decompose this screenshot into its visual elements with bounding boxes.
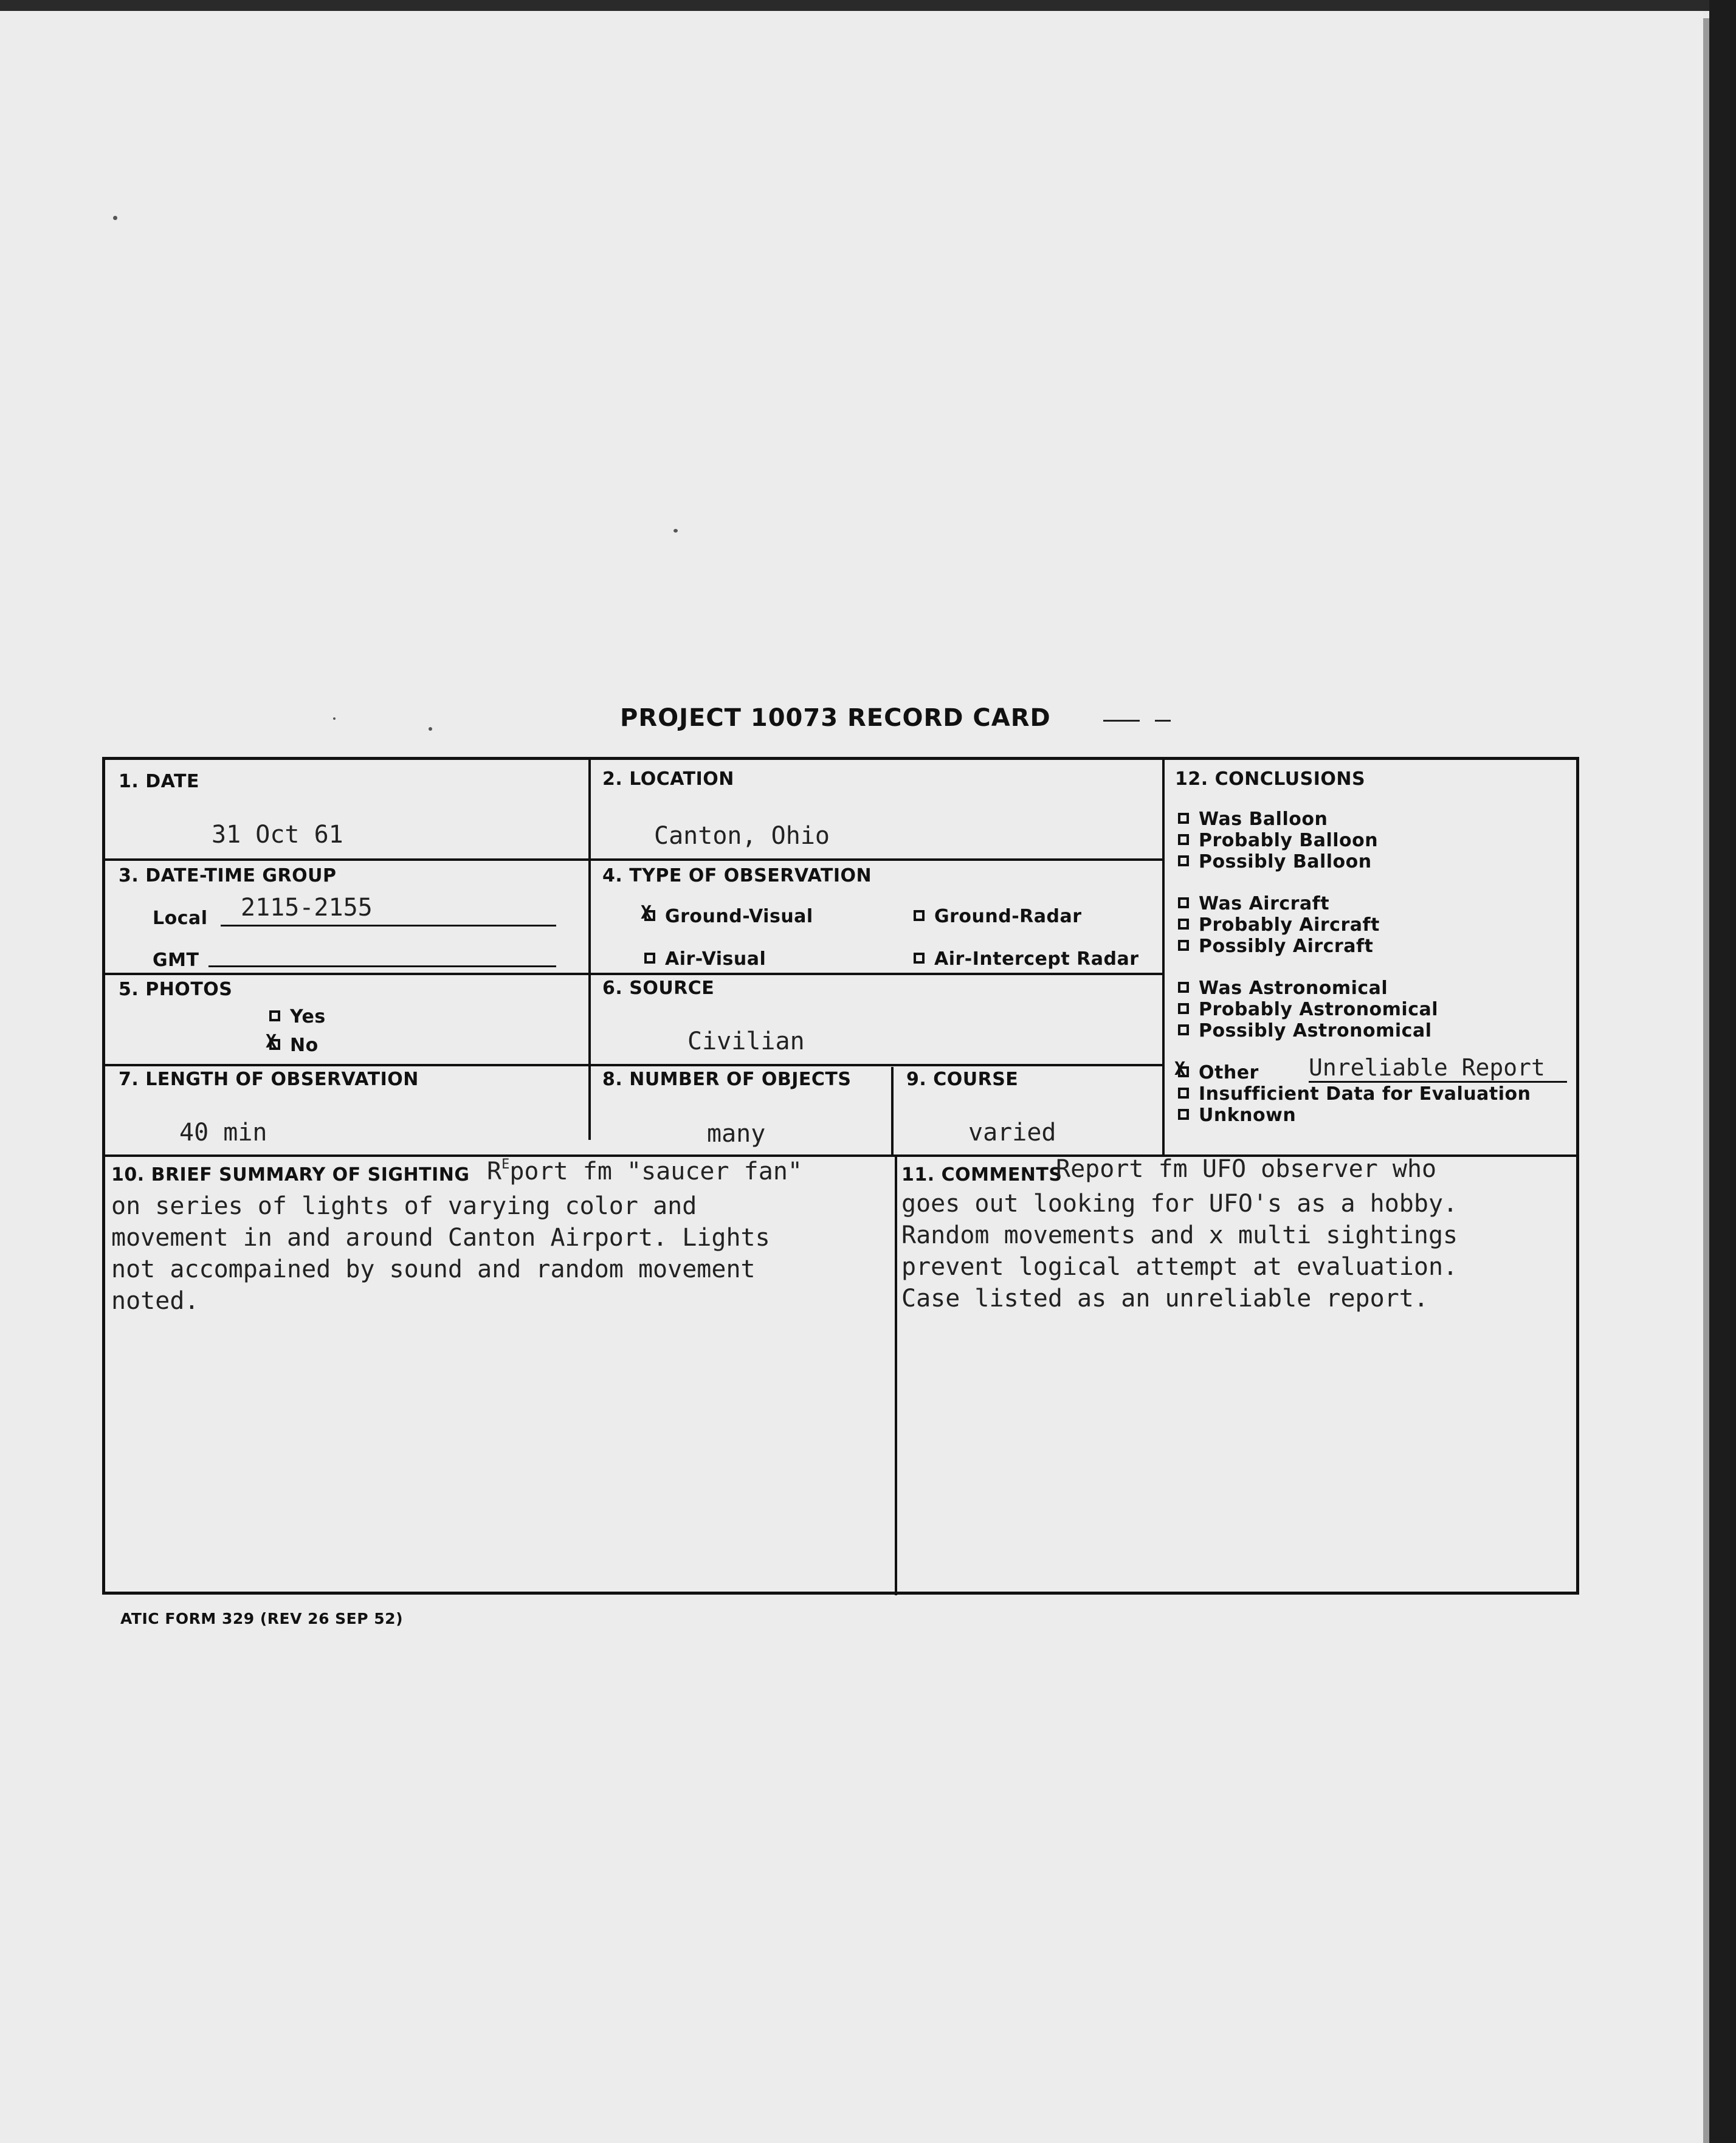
summary-label: 10. BRIEF SUMMARY OF SIGHTING bbox=[111, 1164, 470, 1185]
dtg-label: 3. DATE-TIME GROUP bbox=[119, 865, 337, 886]
title-dash bbox=[1155, 720, 1171, 722]
local-value: 2115-2155 bbox=[241, 894, 373, 922]
form-id: ATIC FORM 329 (REV 26 SEP 52) bbox=[120, 1610, 403, 1627]
dust-speck bbox=[113, 216, 117, 220]
conclusion-was-balloon[interactable]: Was Balloon bbox=[1178, 809, 1328, 830]
option-ground-visual[interactable]: X Ground-Visual bbox=[641, 902, 813, 927]
comments-label: 11. COMMENTS bbox=[901, 1164, 1063, 1185]
objects-label: 8. NUMBER OF OBJECTS bbox=[602, 1069, 852, 1090]
local-label: Local bbox=[153, 908, 208, 929]
photos-label: 5. PHOTOS bbox=[119, 979, 233, 1000]
checkbox-was-aircraft[interactable] bbox=[1178, 897, 1189, 908]
option-air-visual[interactable]: Air-Visual bbox=[644, 948, 766, 970]
conclusion-possibly-astronomical[interactable]: Possibly Astronomical bbox=[1178, 1020, 1432, 1041]
checkbox-possibly-balloon[interactable] bbox=[1178, 855, 1189, 866]
date-value: 31 Oct 61 bbox=[212, 821, 343, 849]
film-edge-inner bbox=[1703, 18, 1709, 2143]
checkbox-possibly-astronomical[interactable] bbox=[1178, 1024, 1189, 1035]
checkbox-probably-aircraft[interactable] bbox=[1178, 919, 1189, 930]
location-value: Canton, Ohio bbox=[654, 822, 830, 850]
divider bbox=[105, 1064, 1163, 1066]
checkbox-was-balloon[interactable] bbox=[1178, 813, 1189, 824]
divider bbox=[1162, 760, 1165, 1156]
other-underline bbox=[1309, 1081, 1567, 1083]
dust-speck bbox=[333, 717, 336, 720]
film-edge-right bbox=[1709, 0, 1736, 2143]
date-label: 1. DATE bbox=[119, 771, 199, 792]
gmt-underline bbox=[208, 965, 556, 967]
option-photos-yes[interactable]: Yes bbox=[269, 1006, 326, 1027]
observation-type-label: 4. TYPE OF OBSERVATION bbox=[602, 865, 872, 886]
objects-value: many bbox=[707, 1120, 766, 1148]
option-photos-no[interactable]: X No bbox=[266, 1030, 319, 1056]
film-edge-top bbox=[0, 0, 1736, 11]
source-value: Civilian bbox=[687, 1027, 805, 1055]
source-label: 6. SOURCE bbox=[602, 978, 715, 999]
comments-first-line: Report fm UFO observer who bbox=[1056, 1155, 1437, 1183]
title-dash bbox=[1103, 720, 1140, 722]
checkbox-air-visual[interactable] bbox=[644, 953, 655, 964]
summary-first-line: $R^Eport$ fm "saucer fan" bbox=[487, 1156, 802, 1185]
checkbox-photos-yes[interactable] bbox=[269, 1010, 280, 1021]
conclusion-possibly-aircraft[interactable]: Possibly Aircraft bbox=[1178, 936, 1373, 957]
checkbox-insufficient-data[interactable] bbox=[1178, 1088, 1189, 1099]
dust-speck bbox=[673, 529, 678, 533]
other-value: Unreliable Report bbox=[1309, 1054, 1545, 1081]
checkbox-probably-balloon[interactable] bbox=[1178, 834, 1189, 845]
summary-body: on series of lights of varying color and movement in and around Canton Airport. Lights not accompained by sound and random movement noted. bbox=[111, 1192, 770, 1315]
length-label: 7. LENGTH OF OBSERVATION bbox=[119, 1069, 419, 1090]
checkbox-photos-no[interactable]: X bbox=[269, 1039, 280, 1050]
divider bbox=[105, 973, 1163, 975]
conclusion-unknown[interactable]: Unknown bbox=[1178, 1105, 1296, 1126]
gmt-label: GMT bbox=[153, 950, 199, 971]
conclusion-probably-astronomical[interactable]: Probably Astronomical bbox=[1178, 999, 1438, 1020]
checkbox-possibly-aircraft[interactable] bbox=[1178, 940, 1189, 951]
conclusion-was-aircraft[interactable]: Was Aircraft bbox=[1178, 893, 1329, 914]
comments-body: goes out looking for UFO's as a hobby. Random movements and x multi sightings prevent logical attempt at evaluation. Case listed as an unreliable report. bbox=[901, 1190, 1458, 1313]
card-title: PROJECT 10073 RECORD CARD bbox=[620, 704, 1051, 732]
divider bbox=[588, 760, 591, 1140]
conclusion-probably-aircraft[interactable]: Probably Aircraft bbox=[1178, 914, 1380, 936]
divider bbox=[895, 1156, 897, 1595]
checkbox-probably-astronomical[interactable] bbox=[1178, 1003, 1189, 1014]
length-value: 40 min bbox=[179, 1119, 267, 1147]
record-card bbox=[102, 757, 1579, 1595]
option-air-intercept-radar[interactable]: Air-Intercept Radar bbox=[914, 948, 1139, 970]
course-value: varied bbox=[968, 1119, 1056, 1147]
divider bbox=[105, 858, 1163, 861]
checkbox-ground-radar[interactable] bbox=[914, 910, 925, 921]
location-label: 2. LOCATION bbox=[602, 768, 734, 790]
checkbox-unknown[interactable] bbox=[1178, 1109, 1189, 1120]
checkbox-was-astronomical[interactable] bbox=[1178, 982, 1189, 993]
course-label: 9. COURSE bbox=[906, 1069, 1019, 1090]
option-ground-radar[interactable]: Ground-Radar bbox=[914, 906, 1082, 927]
conclusions-label: 12. CONCLUSIONS bbox=[1175, 768, 1366, 790]
conclusion-was-astronomical[interactable]: Was Astronomical bbox=[1178, 978, 1388, 999]
conclusion-insufficient-data[interactable]: Insufficient Data for Evaluation bbox=[1178, 1083, 1531, 1105]
local-underline bbox=[221, 925, 556, 927]
divider bbox=[891, 1067, 894, 1157]
conclusion-probably-balloon[interactable]: Probably Balloon bbox=[1178, 830, 1378, 851]
dust-speck bbox=[429, 727, 432, 731]
checkbox-other[interactable]: X bbox=[1178, 1066, 1189, 1077]
conclusion-possibly-balloon[interactable]: Possibly Balloon bbox=[1178, 851, 1372, 872]
checkbox-air-intercept-radar[interactable] bbox=[914, 953, 925, 964]
conclusion-other[interactable]: X Other bbox=[1174, 1058, 1259, 1083]
checkbox-ground-visual[interactable]: X bbox=[644, 910, 655, 921]
